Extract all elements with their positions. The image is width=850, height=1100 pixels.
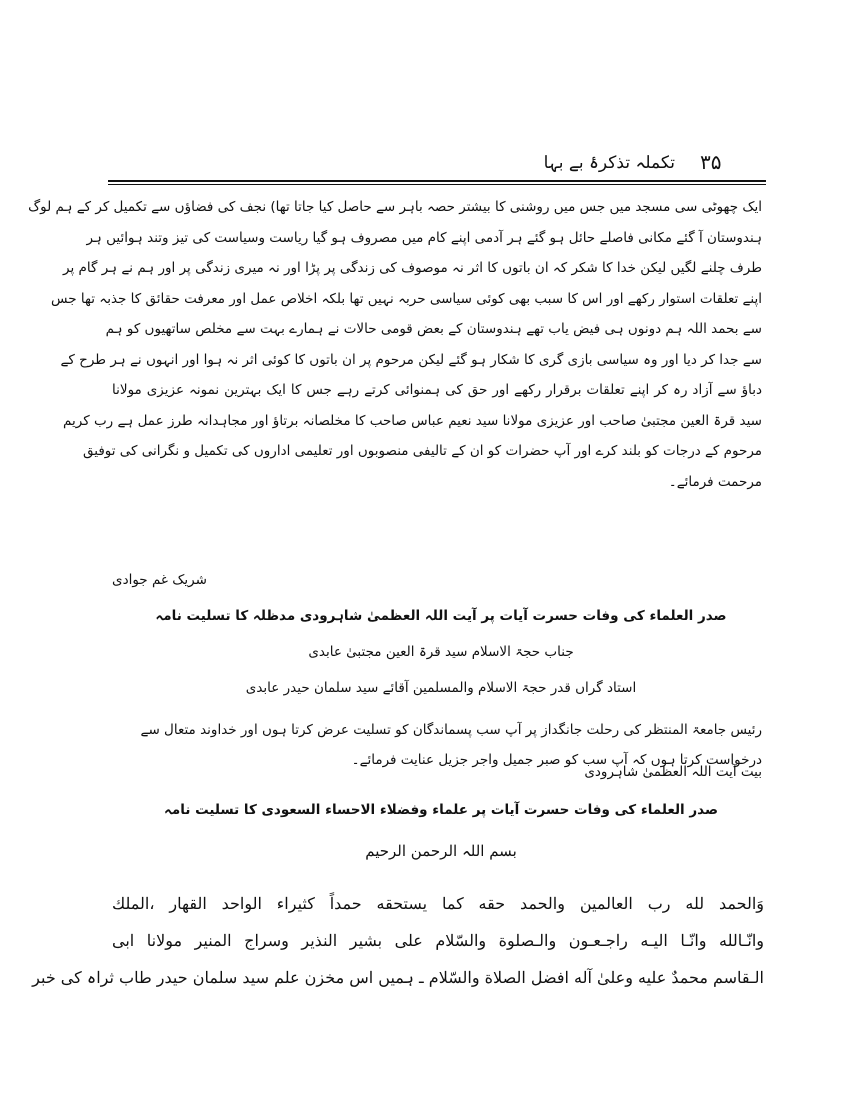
condolence-2-title: صدر العلماء کی وفات حسرت آیات پر علماء وفضلاء الاحساء السعودی کا تسلیت نامہ <box>164 802 718 818</box>
header-rule-thin <box>108 184 766 185</box>
bismillah: بسم اللہ الرحمن الرحیم <box>365 842 517 860</box>
body-line: ایک چھوٹی سی مسجد میں جس میں روشنی کا بیشتر حصہ باہر سے حاصل کیا جاتا تھا) نجف کی فضاؤں سے تکمیل کر کے ہم لوگ <box>28 199 762 215</box>
body-line: طرف چلنے لگیں لیکن خدا کا شکر کہ ان باتوں کا اثر نہ موصوف کی زندگی پر پڑا اور نہ میری زندگی پر اور ہم نے ہر گام پر <box>63 260 762 276</box>
arabic-line: وانّـالله وانّـا اليـه راجـعـون والـصلوة والسّلام على بشير النذير وسراج المنير مولانا ابى <box>112 931 764 950</box>
running-header-title: تکملہ تذکرۂ بے بہا <box>543 153 675 173</box>
header-rule-thick <box>108 180 766 182</box>
body-line: سے جدا کر دیا اور وہ سیاسی بازی گری کا شکار ہو گئے لیکن مرحوم پر ان باتوں کا کوئی اثر نہ ہوا اور انہوں نے ہر طرح کے <box>60 351 762 368</box>
body-line: سے بحمد اللہ ہم دونوں ہی فیض یاب تھے ہندوستان کے بعض قومی حالات نے ہمارے بہت سے مخلص ساتھیوں کو ہم <box>105 321 762 337</box>
body-line: سید قرۃ العین مجتبیٰ صاحب اور عزیزی مولانا سید نعیم عباس صاحب کا مخلصانہ برتاؤ اور مجاہدانہ طرز عمل ہے رب کریم <box>63 412 762 429</box>
body-line: دباؤ سے آزاد رہ کر اپنے تعلقات برقرار رکھے اور حق کی ہمنوائی کرتے رہے جس کا ایک بہترین نمونہ عزیزی مولانا <box>112 382 762 398</box>
signature-javadi: شریک غم جوادی <box>112 572 207 588</box>
arabic-text <box>32 885 764 996</box>
body-line: اپنے تعلقات استوار رکھے اور اس کا سبب بھی کوئی سیاسی حربہ نہیں تھا بلکہ اخلاص عمل اور معرفت حقائق کا جذبہ تھا جس <box>51 290 762 307</box>
arabic-line: الـقاسم محمدٌ عليه وعلىٰ آله افضل الصلاة والسّلام ـ ہمیں اس مخزن علم سید سلمان حیدر طاب ثراہ کی خبر <box>32 968 764 987</box>
body-line: مرحمت فرمائے۔ <box>668 473 762 490</box>
condolence-1-title: صدر العلماء کی وفات حسرت آیات پر آیت اللہ العظمیٰ شاہرودی مدظلہ کا تسلیت نامہ <box>155 608 727 624</box>
body-paragraph <box>28 192 762 497</box>
condolence-1-signature: بیت آیت اللہ العظمیٰ شاہرودی <box>584 764 762 780</box>
condolence-1-addressee-1: جناب حجۃ الاسلام سید قرۃ العین مجتبیٰ عابدی <box>308 644 574 660</box>
page-number: ۳۵ <box>700 150 722 174</box>
arabic-line: وَالحمد لله رب العالمين والحمد حقه كما يستحقه حمداً كثيراء الواحد القهار ،الملك <box>112 894 764 913</box>
condolence-1-text: رئیس جامعۃ المنتظر کی رحلت جانگداز پر آپ سب پسماندگان کو تسلیت عرض کرتا ہوں اور خداوند متعال سے درخواست کرتا ہوں کہ آپ سب کو صبر جمیل واجر جزیل عنایت فرمائے۔ <box>140 722 762 768</box>
condolence-1-addressee-2: استاد گراں قدر حجۃ الاسلام والمسلمین آقائے سید سلمان حیدر عابدی <box>245 680 637 696</box>
body-line: ہندوستان آ گئے مکانی فاصلے حائل ہو گئے ہر آدمی اپنے کام میں مصروف ہو گیا ریاست وسیاست کی تیز وتند ہوائیں ہر <box>86 229 762 246</box>
body-line: مرحوم کے درجات کو بلند کرے اور آپ حضرات کو ان کے تالیفی منصوبوں اور تعلیمی اداروں کی تکمیل و نگرانی کی توفیق <box>82 443 762 459</box>
